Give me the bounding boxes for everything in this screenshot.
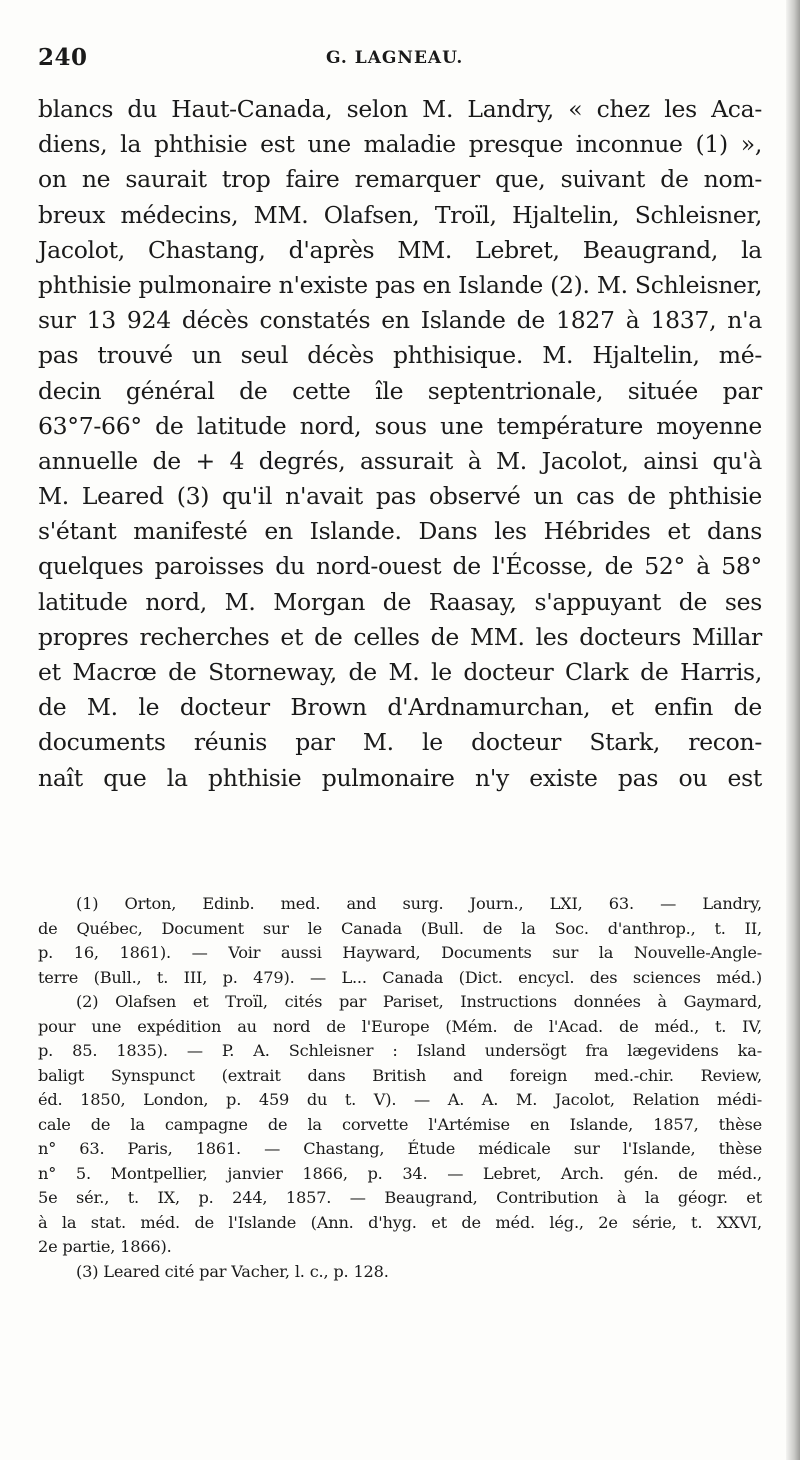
text-line: latitude nord, M. Morgan de Raasay, s'appuyant de ses <box>38 587 762 616</box>
text-line: 63°7-66° de latitude nord, sous une température moyenne <box>38 411 762 440</box>
text-line: naît que la phthisie pulmonaire n'y existe pas ou est <box>38 763 762 792</box>
footnote-line: (3) Leared cité par Vacher, l. c., p. 128. <box>76 1261 389 1281</box>
footnotes <box>38 892 762 1284</box>
text-line: diens, la phthisie est une maladie presque inconnue (1) », <box>38 130 762 159</box>
footnote-line: n° 63. Paris, 1861. — Chastang, Étude médicale sur l'Islande, thèse <box>38 1139 762 1158</box>
running-head: G. LAGNEAU. <box>326 48 464 68</box>
text-line: annuelle de + 4 degrés, assurait à M. Jacolot, ainsi qu'à <box>38 446 762 475</box>
text-line: et Macrœ de Storneway, de M. le docteur Clark de Harris, <box>38 658 762 686</box>
text-line: pas trouvé un seul décès phthisique. M. Hjaltelin, mé- <box>38 341 762 370</box>
footnote-line: p. 85. 1835). — P. A. Schleisner : Island undersögt fra lægevidens ka- <box>38 1041 762 1060</box>
text-line: Jacolot, Chastang, d'après MM. Lebret, Beaugrand, la <box>38 235 762 264</box>
footnote-line: terre (Bull., t. III, p. 479). — L... Canada (Dict. encycl. des sciences méd.) <box>38 967 762 987</box>
page-header <box>38 44 762 80</box>
text-line: M. Leared (3) qu'il n'avait pas observé un cas de phthisie <box>38 482 762 511</box>
text-line: breux médecins, MM. Olafsen, Troïl, Hjaltelin, Schleisner, <box>38 200 762 229</box>
footnote-line: n° 5. Montpellier, janvier 1866, p. 34. — Lebret, Arch. gén. de méd., <box>38 1163 762 1183</box>
footnote-line: baligt Synspunct (extrait dans British and foreign med.-chir. Review, <box>38 1065 762 1085</box>
text-line: s'étant manifesté en Islande. Dans les Hébrides et dans <box>38 517 762 546</box>
text-line: de M. le docteur Brown d'Ardnamurchan, et enfin de <box>38 693 762 722</box>
footnote-line: 5e sér., t. IX, p. 244, 1857. — Beaugrand, Contribution à la géogr. et <box>38 1188 762 1207</box>
text-line: phthisie pulmonaire n'existe pas en Islande (2). M. Schleisner, <box>38 270 763 299</box>
footnote-line: à la stat. méd. de l'Islande (Ann. d'hyg. et de méd. lég., 2e série, t. XXVI, <box>38 1212 762 1232</box>
text-line: on ne saurait trop faire remarquer que, suivant de nom- <box>38 165 762 194</box>
footnote-line: cale de la campagne de la corvette l'Artémise en Islande, 1857, thèse <box>38 1114 762 1134</box>
footnote-line: 2e partie, 1866). <box>38 1237 172 1256</box>
footnote-line: éd. 1850, London, p. 459 du t. V). — A. A. M. Jacolot, Relation médi- <box>38 1090 762 1109</box>
text-line: blancs du Haut-Canada, selon M. Landry, « chez les Aca- <box>38 95 762 123</box>
page-edge-shadow <box>786 0 800 1460</box>
footnote-line: pour une expédition au nord de l'Europe (Mém. de l'Acad. de méd., t. IV, <box>38 1016 762 1036</box>
footnote-line: p. 16, 1861). — Voir aussi Hayward, Documents sur la Nouvelle-Angle- <box>38 943 762 962</box>
text-line: sur 13 924 décès constatés en Islande de 1827 à 1837, n'a <box>38 306 762 335</box>
footnote-line: (2) Olafsen et Troïl, cités par Pariset, Instructions données à Gaymard, <box>76 992 762 1011</box>
text-line: quelques paroisses du nord-ouest de l'Écosse, de 52° à 58° <box>38 552 762 581</box>
footnote-line: (1) Orton, Edinb. med. and surg. Journ., LXI, 63. — Landry, <box>76 894 762 913</box>
text-line: decin général de cette île septentrionale, située par <box>38 376 762 405</box>
footnote-line: de Québec, Document sur le Canada (Bull. de la Soc. d'anthrop., t. II, <box>38 918 762 938</box>
text-line: propres recherches et de celles de MM. les docteurs Millar <box>38 622 762 651</box>
main-text <box>38 92 762 796</box>
page-number: 240 <box>38 44 88 71</box>
text-line: documents réunis par M. le docteur Stark, recon- <box>38 728 762 757</box>
